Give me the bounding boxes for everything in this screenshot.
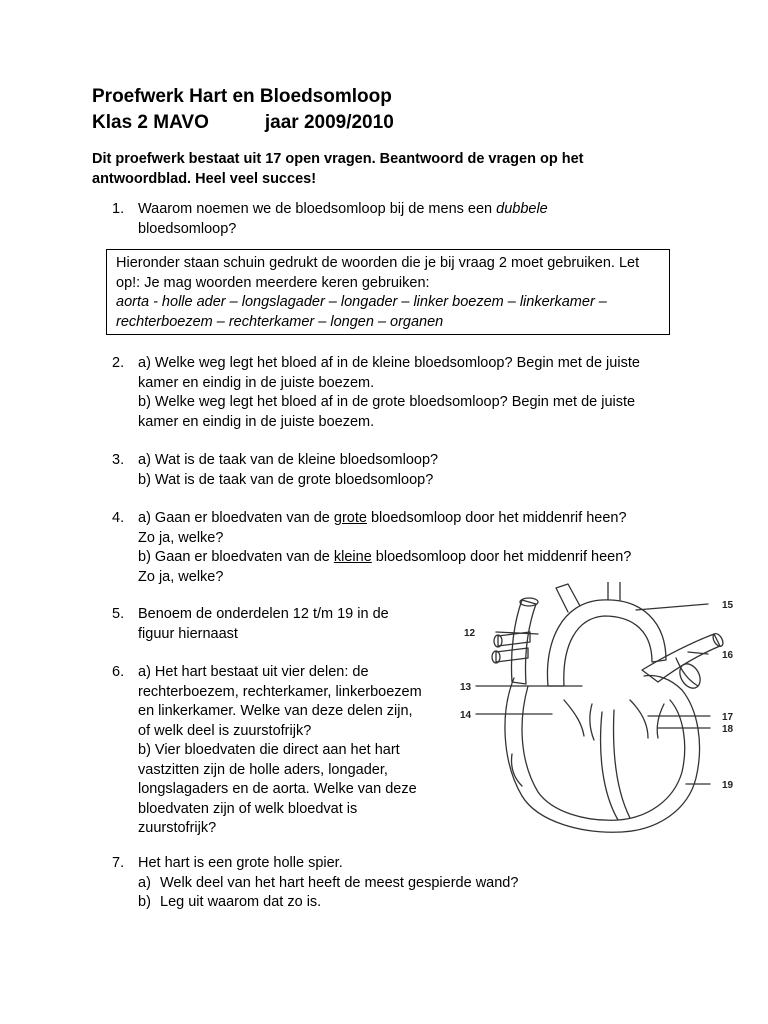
inferior-vena-cava	[511, 754, 522, 786]
page-title: Proefwerk Hart en Bloedsomloop	[92, 86, 392, 107]
q2b-line-1: b) Welke weg legt het bloed af in de grote bloedsomloop? Begin met de juiste	[138, 394, 636, 410]
label-12: 12	[464, 628, 476, 639]
word-box	[106, 249, 670, 335]
question-number: 2.	[112, 355, 125, 371]
q7a-text: Welk deel van het hart heeft de meest gespierde wand?	[160, 874, 519, 891]
q4a-line-2: Zo ja, welke?	[138, 529, 224, 546]
intro-line-2: antwoordblad. Heel veel succes!	[92, 171, 317, 187]
pulmonary-vein-left	[498, 632, 530, 646]
question-number: 7.	[112, 855, 125, 871]
label-19: 19	[722, 780, 734, 791]
label-16: 16	[722, 650, 734, 661]
q3b: b) Wat is de taak van de grote bloedsomloop?	[138, 471, 434, 488]
question-number: 4.	[112, 510, 125, 526]
aorta-branch-2	[608, 582, 620, 600]
q1-italic-word: dubbele	[496, 201, 548, 217]
vena-cava-outline	[511, 600, 536, 684]
q4b-text-end: bloedsomloop door het middenrif heen?	[371, 549, 632, 565]
question-7	[112, 854, 678, 913]
intro-text	[92, 149, 652, 189]
label-15: 15	[722, 600, 734, 611]
q7b-text: Leg uit waarom dat zo is.	[160, 894, 322, 910]
q6-line: zuurstofrijk?	[138, 820, 217, 836]
q7a	[138, 874, 678, 894]
q6-line: b) Vier bloedvaten die direct aan het hart	[138, 742, 400, 758]
heart-diagram-svg	[452, 582, 748, 840]
q4b-underlined: kleine	[333, 549, 372, 565]
question-number: 6.	[112, 664, 125, 680]
question-number: 5.	[112, 606, 125, 622]
pulmonary-artery	[642, 634, 720, 682]
valve-3	[630, 700, 648, 738]
septum-2	[614, 710, 630, 818]
box-line-2: op!: Je mag woorden meerdere keren gebruiken:	[116, 274, 430, 291]
intro-line-1: Dit proefwerk bestaat uit 17 open vragen. Beantwoord de vragen op het	[92, 151, 584, 167]
question-number: 1.	[112, 201, 125, 217]
q2a-line-2: kamer en eindig in de juiste boezem.	[138, 374, 375, 391]
heart-diagram	[452, 582, 748, 840]
q7b	[138, 893, 678, 913]
q4a-text: a) Gaan er bloedvaten van de	[138, 510, 334, 526]
q6-line: longslagaders en de aorta. Welke van deze	[138, 781, 417, 797]
heart-inner-wall	[522, 686, 685, 820]
valve-4	[657, 704, 664, 738]
q1-text: Waarom noemen we de bloedsomloop bij de mens een	[138, 201, 497, 217]
valve-2	[590, 704, 594, 740]
q6-line: of welk deel is zuurstofrijk?	[138, 722, 312, 739]
box-word-list-1: aorta - holle ader – longslagader – longader – linker boezem – linkerkamer –	[116, 294, 607, 310]
question-6	[112, 663, 448, 839]
q4a-underlined: grote	[333, 510, 367, 526]
q6-line: rechterboezem, rechterkamer, linkerboezem	[138, 683, 422, 700]
q7-line-1: Het hart is een grote holle spier.	[138, 855, 343, 871]
q4b-text: b) Gaan er bloedvaten van de	[138, 549, 334, 565]
q3a: a) Wat is de taak van de kleine bloedsomloop?	[138, 452, 439, 468]
question-number: 3.	[112, 452, 125, 468]
q1-text-line-2: bloedsomloop?	[138, 220, 237, 237]
q5-line-1: Benoem de onderdelen 12 t/m 19 in de	[138, 606, 389, 622]
label-17: 17	[722, 712, 734, 723]
question-3	[112, 451, 658, 490]
heart-outline	[505, 676, 700, 833]
class-year-line	[92, 112, 394, 134]
label-18: 18	[722, 724, 734, 735]
question-4	[112, 509, 678, 587]
leader-15	[636, 604, 708, 610]
box-word-list-2: rechterboezem – rechterkamer – longen – organen	[116, 313, 444, 330]
q6-line: vastzitten zijn de holle aders, longader,	[138, 761, 388, 778]
q6-line: bloedvaten zijn of welk bloedvat is	[138, 800, 358, 817]
q5-line-2: figuur hiernaast	[138, 625, 238, 642]
question-5	[112, 605, 438, 644]
question-2	[112, 354, 678, 432]
year-label: jaar 2009/2010	[264, 112, 394, 133]
q7b-label: b)	[138, 894, 151, 910]
aorta-arch	[547, 600, 666, 686]
q6-line: a) Het hart bestaat uit vier delen: de	[138, 664, 369, 680]
box-line-1: Hieronder staan schuin gedrukt de woorden die je bij vraag 2 moet gebruiken. Let	[116, 255, 640, 271]
q6-line: en linkerkamer. Welke van deze delen zijn,	[138, 703, 413, 719]
valve	[564, 700, 584, 736]
q2a-line-1: a) Welke weg legt het bloed af in de kleine bloedsomloop? Begin met de juiste	[138, 355, 640, 371]
q2b-line-2: kamer en eindig in de juiste boezem.	[138, 413, 375, 430]
question-1	[112, 200, 658, 239]
q4b-line-2: Zo ja, welke?	[138, 568, 224, 585]
q7a-label: a)	[138, 874, 151, 891]
label-13: 13	[460, 682, 472, 693]
label-14: 14	[460, 710, 472, 721]
pulmonary-opening-2	[711, 632, 725, 648]
q4a-text-end: bloedsomloop door het middenrif heen?	[366, 510, 627, 526]
class-label: Klas 2 MAVO	[92, 112, 209, 133]
